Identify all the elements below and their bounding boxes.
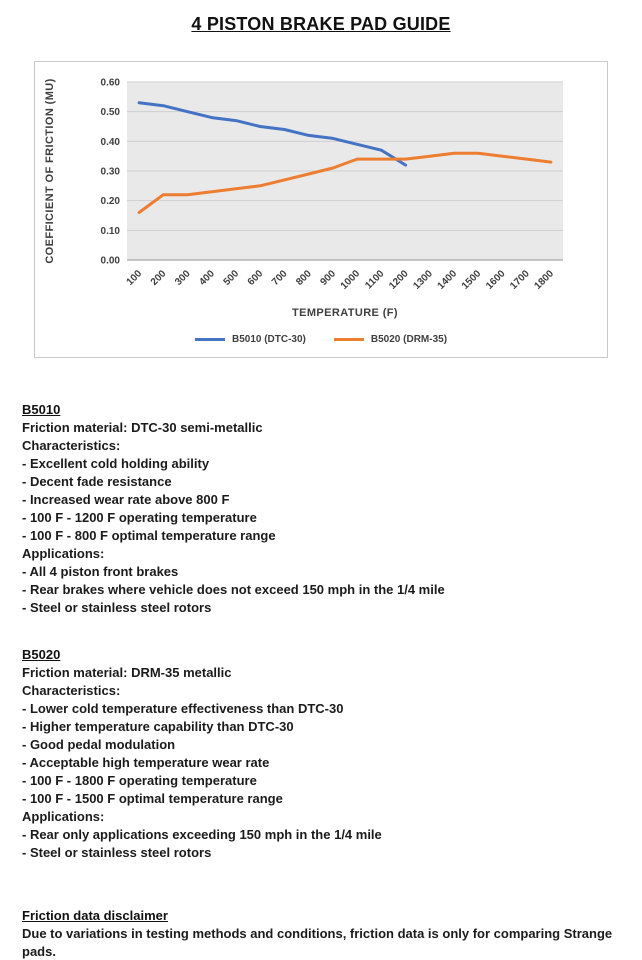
x-tick-label: 600 bbox=[245, 268, 266, 288]
x-tick-label: 200 bbox=[148, 268, 169, 288]
spec-line: Applications: bbox=[22, 546, 105, 561]
section-friction-data-disclaimer bbox=[22, 908, 624, 960]
spec-line: - Excellent cold holding ability bbox=[22, 456, 210, 471]
legend-line-swatch bbox=[195, 338, 225, 341]
spec-line: - Steel or stainless steel rotors bbox=[22, 845, 212, 860]
spec-line: - All 4 piston front brakes bbox=[22, 564, 179, 579]
spec-line: Friction material: DRM-35 metallic bbox=[22, 665, 232, 680]
legend-label: B5020 (DRM-35) bbox=[370, 334, 448, 345]
x-tick-label: 500 bbox=[221, 268, 242, 288]
x-tick-label: 1300 bbox=[411, 268, 435, 292]
section-b5010 bbox=[22, 402, 624, 617]
x-tick-label: 1700 bbox=[508, 268, 532, 292]
section-b5020 bbox=[22, 647, 624, 862]
spec-line: - 100 F - 800 F optimal temperature range bbox=[22, 528, 276, 543]
spec-line: - Higher temperature capability than DTC-30 bbox=[22, 719, 294, 734]
x-tick-label: 700 bbox=[269, 268, 290, 288]
x-tick-label: 1400 bbox=[435, 268, 460, 292]
x-tick-label: 1600 bbox=[484, 268, 508, 292]
y-tick-label: 0.30 bbox=[100, 166, 120, 178]
y-tick-label: 0.10 bbox=[100, 225, 120, 237]
legend-item bbox=[334, 334, 447, 345]
spec-line: - 100 F - 1800 F operating temperature bbox=[22, 773, 257, 788]
friction-chart-frame bbox=[34, 61, 608, 358]
friction-line-chart bbox=[37, 70, 605, 332]
spec-line: - Decent fade resistance bbox=[22, 474, 172, 489]
x-tick-label: 100 bbox=[124, 268, 145, 288]
page-title: 4 PISTON BRAKE PAD GUIDE bbox=[191, 14, 451, 34]
x-tick-label: 1800 bbox=[532, 268, 557, 292]
spec-line: - Rear only applications exceeding 150 mph in the 1/4 mile bbox=[22, 827, 382, 842]
x-tick-label: 800 bbox=[294, 268, 314, 288]
section-heading: Friction data disclaimer bbox=[22, 908, 168, 923]
y-tick-label: 0.00 bbox=[100, 255, 120, 267]
x-tick-label: 1500 bbox=[459, 268, 484, 292]
spec-line: - 100 F - 1200 F operating temperature bbox=[22, 510, 257, 525]
spec-line: Applications: bbox=[22, 809, 105, 824]
y-tick-label: 0.50 bbox=[100, 107, 120, 119]
y-tick-label: 0.60 bbox=[100, 77, 120, 89]
spec-sections bbox=[0, 402, 642, 960]
y-axis-title: COEFFICIENT OF FRICTION (MU) bbox=[44, 78, 56, 264]
spec-line: - Good pedal modulation bbox=[22, 737, 176, 752]
section-heading: B5020 bbox=[22, 647, 61, 662]
x-tick-label: 1200 bbox=[387, 268, 411, 292]
spec-line: - Rear brakes where vehicle does not exceed 150 mph in the 1/4 mile bbox=[22, 582, 445, 597]
y-tick-label: 0.40 bbox=[100, 136, 120, 148]
spec-line: Characteristics: bbox=[22, 683, 121, 698]
spec-line: - Lower cold temperature effectiveness than DTC-30 bbox=[22, 701, 344, 716]
x-tick-label: 400 bbox=[197, 268, 217, 288]
legend-label: B5010 (DTC-30) bbox=[231, 334, 306, 345]
x-tick-label: 900 bbox=[318, 268, 339, 288]
legend-item bbox=[195, 334, 306, 345]
spec-line: - Steel or stainless steel rotors bbox=[22, 600, 212, 615]
spec-line: - Acceptable high temperature wear rate bbox=[22, 755, 270, 770]
chart-legend bbox=[35, 332, 607, 353]
x-tick-label: 300 bbox=[173, 268, 193, 288]
section-heading: B5010 bbox=[22, 402, 61, 417]
spec-line: Due to variations in testing methods and conditions, friction data is only for comparing Strange pads. bbox=[22, 926, 613, 959]
legend-line-swatch bbox=[334, 338, 364, 341]
x-tick-label: 1000 bbox=[338, 268, 363, 292]
spec-line: - Increased wear rate above 800 F bbox=[22, 492, 230, 507]
y-tick-label: 0.20 bbox=[100, 196, 120, 208]
spec-line: Friction material: DTC-30 semi-metallic bbox=[22, 420, 263, 435]
spec-line: - 100 F - 1500 F optimal temperature range bbox=[22, 791, 283, 806]
x-tick-label: 1100 bbox=[363, 268, 387, 292]
spec-line: Characteristics: bbox=[22, 438, 121, 453]
x-axis-title: TEMPERATURE (F) bbox=[291, 307, 399, 319]
